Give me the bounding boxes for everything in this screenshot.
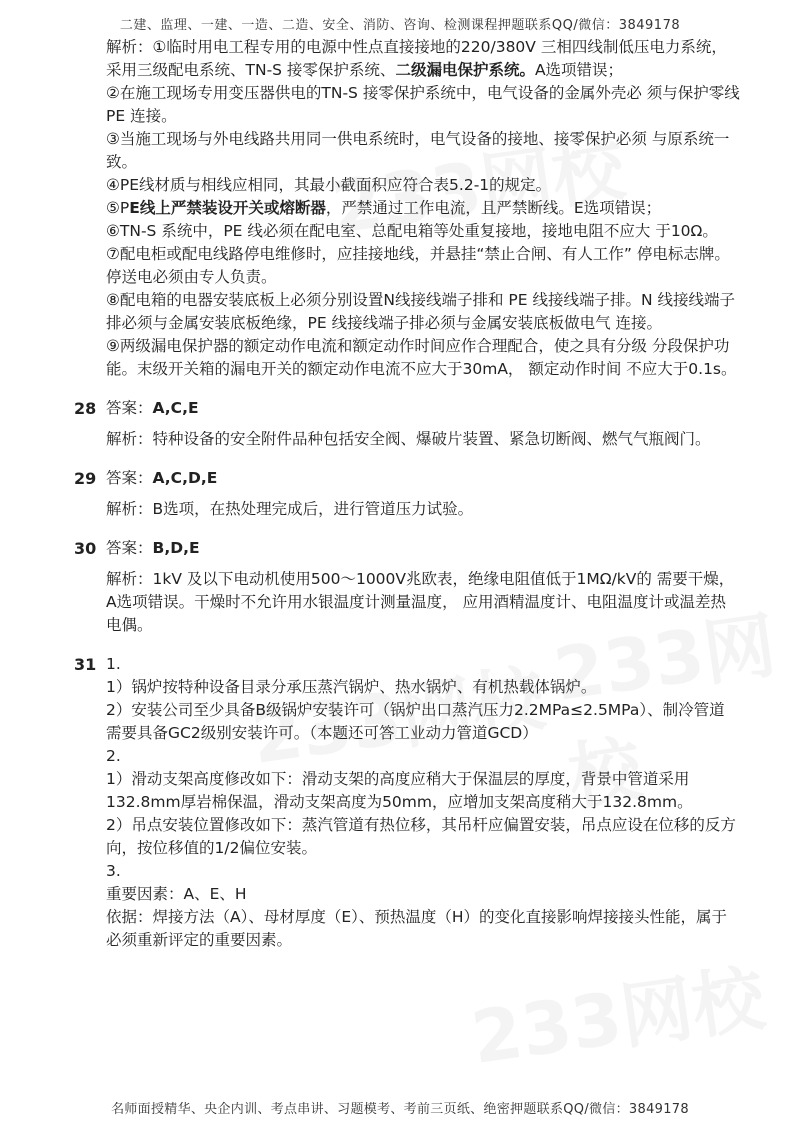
analysis-27-line7: ⑦配电柜或配电线路停电维修时，应挂接地线，并悬挂“禁止合闸、有人工作” 停电标志牌。停送电必须由专人负责。: [106, 245, 730, 286]
analysis-27-line4: ④PE线材质与相线应相同，其最小截面积应符合表5.2-1的规定。: [106, 176, 552, 194]
answer-line: 答案：A,C,D,E: [106, 469, 218, 487]
question-number: 28: [74, 399, 97, 418]
q31-text: 1）滑动支架高度修改如下：滑动支架的高度应稍大于保温层的厚度，背景中管道采用132.8mm厚岩棉保温，滑动支架高度为50mm，应增加支架高度稍大于132.8mm。: [106, 770, 693, 811]
analysis-27-line1: 解析：①临时用电工程专用的电源中性点直接接地的220/380V 三相四线制低压电力系统，采用三级配电系统、TN-S 接零保护系统、二级漏电保护系统。A选项错误；: [106, 38, 727, 79]
answer-line: 答案：A,C,E: [106, 399, 199, 417]
q31-part2: 2.: [106, 747, 121, 765]
q31-text: 2）吊点安装位置修改如下：蒸汽管道有热位移，其吊杆应偏置安装，吊点应设在位移的反方向，按位移值的1/2偏位安装。: [106, 816, 736, 857]
analysis-27-line9: ⑨两级漏电保护器的额定动作电流和额定动作时间应作合理配合，使之具有分级 分段保护功能。末级开关箱的漏电开关的额定动作电流不应大于30mA， 额定动作时间 不应大于0.1s。: [106, 337, 737, 378]
q31-part1: 1.: [106, 655, 121, 673]
answer-line: 答案：B,D,E: [106, 539, 200, 557]
watermark-233: [464, 940, 770, 1084]
page-header: 二建、监理、一建、一造、二造、安全、消防、咨询、检测课程押题联系QQ/微信：3849178: [119, 18, 681, 33]
analysis-27-line2: ②在施工现场专用变压器供电的TN-S 接零保护系统中，电气设备的金属外壳必 须与保护零线PE 连接。: [106, 84, 740, 125]
question-29: [0, 467, 800, 521]
analysis-text: 解析：B选项，在热处理完成后，进行管道压力试验。: [106, 500, 474, 518]
q31-text: 2）安装公司至少具备B级锅炉安装许可（锅炉出口蒸汽压力2.2MPa≤2.5MPa）、制冷管道需要具备GC2级别安装许可。（本题还可答工业动力管道GCD）: [106, 701, 725, 742]
analysis-27-line6: ⑥TN-S 系统中，PE 线必须在配电室、总配电箱等处重复接地，接地电阻不应大 于10Ω。: [106, 222, 718, 240]
analysis-27-line8: ⑧配电箱的电器安装底板上必须分别设置N线接线端子排和 PE 线接线端子排。N 线接线端子排必须与金属安装底板绝缘，PE 线接线端子排必须与金属安装底板做电气 连接。: [106, 291, 736, 332]
question-number: 31: [74, 655, 97, 674]
answer-value: B,D,E: [152, 539, 200, 557]
question-number: 30: [74, 539, 97, 558]
q31-text: 依据：焊接方法（A）、母材厚度（E）、预热温度（H）的变化直接影响焊接接头性能，属于必须重新评定的重要因素。: [106, 908, 728, 949]
page-content: [0, 36, 800, 952]
analysis-27-line3: ③当施工现场与外电线路共用同一供电系统时，电气设备的接地、接零保护必须 与原系统一致。: [106, 130, 730, 171]
answer-value: A,C,D,E: [152, 469, 218, 487]
q31-text: 重要因素：A、E、H: [106, 885, 247, 903]
analysis-text: 解析：特种设备的安全附件品种包括安全阀、爆破片装置、紧急切断阀、燃气气瓶阀门。: [106, 430, 711, 448]
question-28: [0, 397, 800, 451]
question-number: 29: [74, 469, 97, 488]
question-30: [0, 537, 800, 637]
analysis-text: 解析：1kV 及以下电动机使用500～1000V兆欧表，绝缘电阻值低于1MΩ/kV的 需要干燥，A选项错误。干燥时不允许用水银温度计测量温度， 应用酒精温度计、电阻温度计或温差热电偶。: [106, 570, 735, 634]
q31-text: 1）锅炉按特种设备目录分承压蒸汽锅炉、热水锅炉、有机热载体锅炉。: [106, 678, 597, 696]
question-31: [0, 653, 800, 952]
page-footer: 名师面授精华、央企内训、考点串讲、习题模考、考前三页纸、绝密押题联系QQ/微信：3849178: [111, 1102, 689, 1117]
answer-value: A,C,E: [152, 399, 199, 417]
q31-part3: 3.: [106, 862, 121, 880]
analysis-27-line5: ⑤PE线上严禁装设开关或熔断器，严禁通过工作电流，且严禁断线。E选项错误；: [106, 199, 662, 217]
